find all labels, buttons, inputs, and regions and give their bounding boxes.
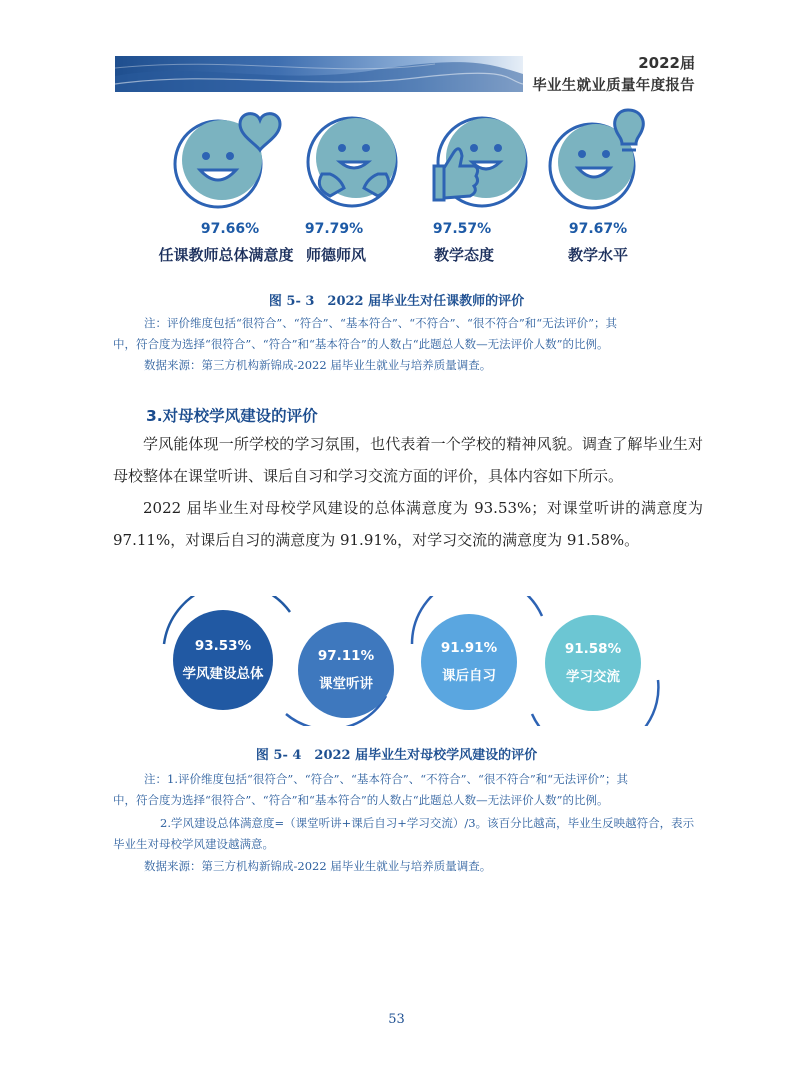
self-study-label: 课后自习 — [442, 668, 496, 684]
data-source: 数据来源：第三方机构新锦成-2022 届毕业生就业与培养质量调查。 — [144, 358, 492, 372]
study-overall-circle — [173, 610, 273, 710]
study-overall-label: 学风建设总体 — [182, 666, 264, 682]
paragraph: 学风能体现一所学校的学习氛围，也代表着一个学校的精神风貌。调查了解毕业生对母校整体在课堂听讲、课后自习和学习交流方面的评价，具体内容如下所示。 — [113, 435, 703, 485]
wave-decoration — [115, 56, 523, 92]
report-year: 2022届 — [638, 54, 695, 72]
level-value: 97.67% — [568, 221, 628, 237]
thumbs-up-smiley-icon — [428, 104, 546, 212]
lecture-label: 课堂听讲 — [319, 676, 373, 692]
page-number: 53 — [388, 1012, 405, 1027]
exchange-label: 学习交流 — [566, 669, 620, 685]
section-heading: 3.对母校学风建设的评价 — [146, 407, 318, 425]
heart-smiley-icon — [170, 104, 288, 212]
self-study-value: 91.91% — [440, 640, 498, 656]
note-line: 毕业生对母校学风建设越满意。 — [113, 837, 274, 851]
overall-satisfaction-value: 97.66% — [200, 221, 260, 237]
lecture-circle — [298, 622, 394, 718]
paragraph: 2022 届毕业生对母校学风建设的总体满意度为 93.53%；对课堂听讲的满意度为 97.11%，对课后自习的满意度为 91.91%，对学习交流的满意度为 91.58%。 — [113, 499, 703, 549]
lecture-value: 97.11% — [317, 648, 375, 664]
figure-caption-5-3: 图 5- 3 2022 届毕业生对任课教师的评价 — [268, 294, 525, 309]
exchange-circle — [545, 615, 641, 711]
overall-satisfaction-label: 任课教师总体满意度 — [158, 246, 294, 264]
attitude-value: 97.57% — [432, 221, 492, 237]
self-study-circle — [421, 614, 517, 710]
note-line: 注：1.评价维度包括“很符合”、“符合”、“基本符合”、“不符合”、“很不符合”和“无法评价”；其 — [144, 772, 629, 786]
note-line: 注：评价维度包括“很符合”、“符合”、“基本符合”、“不符合”、“很不符合”和“无法评价”；其 — [144, 316, 618, 330]
lightbulb-smiley-icon — [546, 104, 664, 212]
note-line: 2.学风建设总体满意度=（课堂听讲+课后自习+学习交流）/3。该百分比越高，毕业生反映越符合，表示 — [160, 816, 695, 830]
attitude-label: 教学态度 — [433, 246, 494, 264]
ethics-value: 97.79% — [304, 221, 364, 237]
note-line: 中，符合度为选择“很符合”、“符合”和“基本符合”的人数占“此题总人数—无法评价人数”的比例。 — [113, 793, 609, 807]
exchange-value: 91.58% — [564, 641, 622, 657]
study-overall-value: 93.53% — [194, 638, 252, 654]
figure-caption-5-4: 图 5- 4 2022 届毕业生对母校学风建设的评价 — [255, 748, 538, 763]
header-banner — [115, 56, 523, 92]
data-source: 数据来源：第三方机构新锦成-2022 届毕业生就业与培养质量调查。 — [144, 859, 492, 873]
note-line: 中，符合度为选择“很符合”、“符合”和“基本符合”的人数占“此题总人数—无法评价人数”的比例。 — [113, 337, 609, 351]
hands-smiley-icon — [300, 104, 418, 212]
report-title: 毕业生就业质量年度报告 — [532, 78, 695, 94]
ethics-label: 师德师风 — [305, 246, 366, 264]
level-label: 教学水平 — [567, 246, 628, 264]
